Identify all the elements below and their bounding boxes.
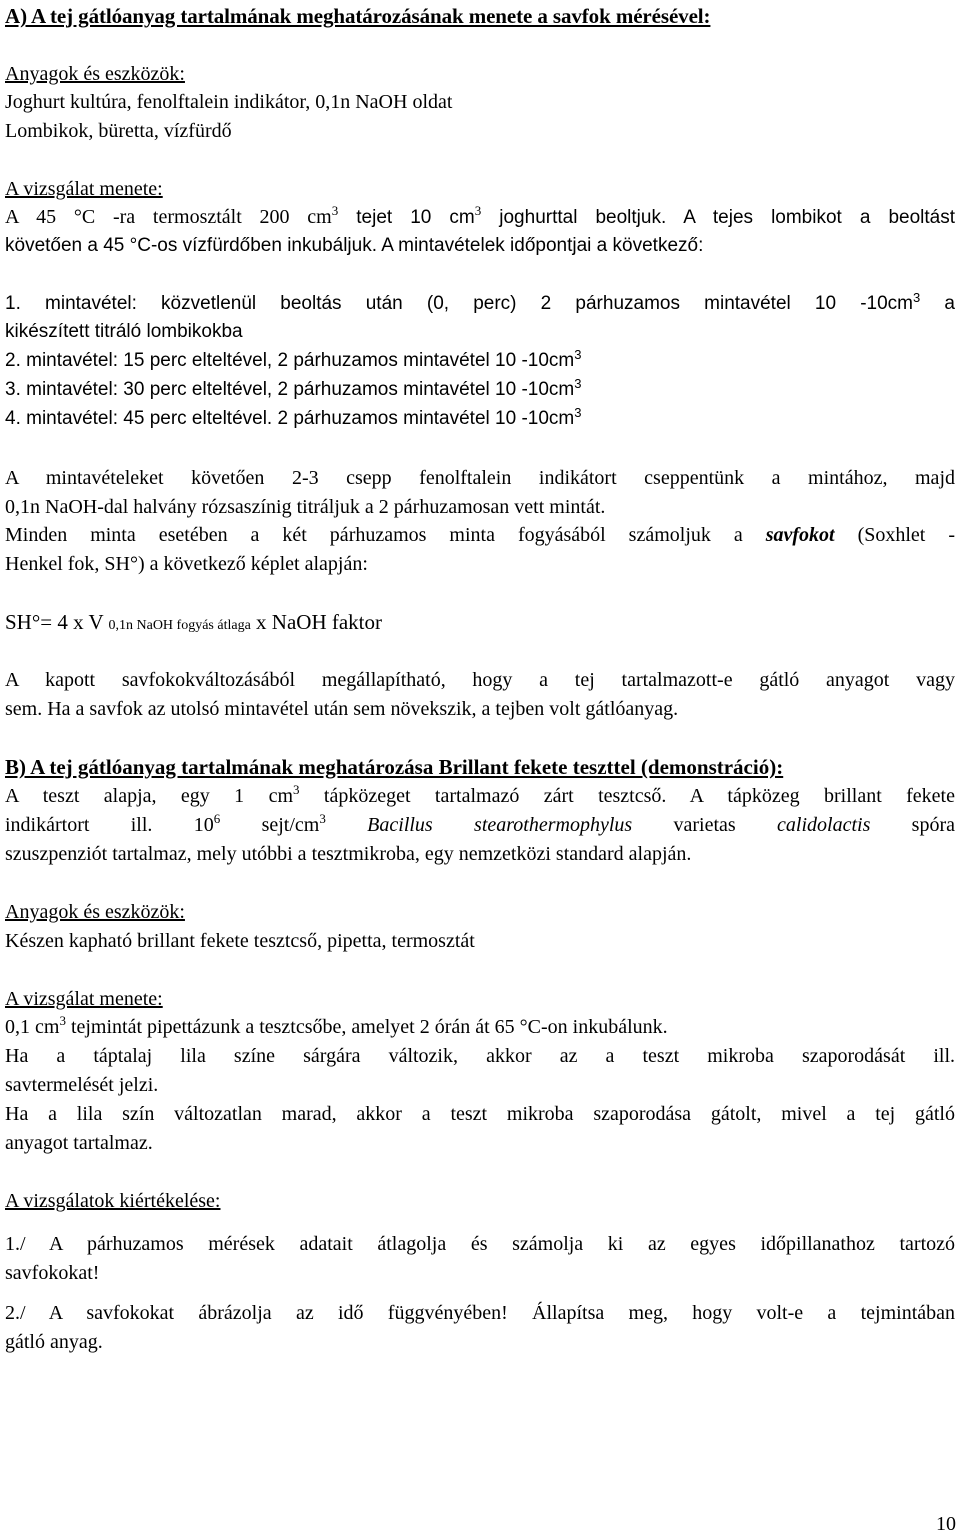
materials-b-line-1: Készen kapható brillant fekete tesztcső, pipetta, termosztát bbox=[5, 930, 475, 952]
procedure-b-line-4: Ha a lila szín változatlan marad, akkor a teszt mikroba szaporodása gátolt, mivel a tej gátló bbox=[5, 1103, 955, 1125]
evaluation-q1-line-2: savfokokat! bbox=[5, 1262, 100, 1284]
procedure-title-b: A vizsgálat menete: bbox=[5, 988, 163, 1010]
evaluation-q2-line-2: gátló anyag. bbox=[5, 1331, 103, 1353]
sampling-3: 3. mintavétel: 30 perc elteltével, 2 párhuzamos mintavétel 10 $-10cm^3$ bbox=[5, 376, 582, 400]
section-b-line-3: szuszpenziót tartalmaz, mely utóbbi a tesztmikroba, egy nemzetközi standard alapján. bbox=[5, 843, 692, 865]
materials-line-1: Joghurt kultúra, fenolftalein indikátor, 0,1n NaOH oldat bbox=[5, 91, 453, 113]
paragraph-2-line-1: Minden minta esetében a két párhuzamos minta fogyásából számoljuk a savfokot (Soxhlet - bbox=[5, 524, 955, 546]
sampling-4: 4. mintavétel: 45 perc elteltével. 2 párhuzamos mintavétel 10 $-10cm^3$ bbox=[5, 405, 582, 429]
page-number: 10 bbox=[936, 1513, 956, 1535]
materials-title-a: Anyagok és eszközök: bbox=[5, 63, 185, 85]
section-b-line-2: indikártort ill. $10^6$ sejt/$cm^3$ Bacillus stearothermophylus varietas calidolactis spóra bbox=[5, 811, 956, 836]
paragraph-3-line-1: A kapott savfokokváltozásából megállapítható, hogy a tej tartalmazott-e gátló anyagot vagy bbox=[5, 669, 955, 691]
paragraph-1-line-1: A mintavételeket követően 2-3 csepp fenolftalein indikátort cseppentünk a mintához, majd bbox=[5, 467, 955, 489]
formula: SH°= 4 x V 0,1n NaOH fogyás átlaga x NaOH faktor bbox=[5, 610, 383, 634]
materials-line-2: Lombikok, büretta, vízfürdő bbox=[5, 120, 232, 142]
evaluation-title: A vizsgálatok kiértékelése: bbox=[5, 1190, 221, 1212]
materials-title-b: Anyagok és eszközök: bbox=[5, 901, 185, 923]
paragraph-1-line-2: 0,1n NaOH-dal halvány rózsaszínig titráljuk a 2 párhuzamosan vett mintát. bbox=[5, 496, 606, 518]
sampling-2: 2. mintavétel: 15 perc elteltével, 2 párhuzamos mintavétel 10 $-10cm^3$ bbox=[5, 347, 582, 371]
sampling-1-line-2: kikészített titráló lombikokba bbox=[5, 321, 243, 342]
procedure-title-a: A vizsgálat menete: bbox=[5, 178, 163, 200]
section-a-heading: A) A tej gátlóanyag tartalmának meghatározásának menete a savfok mérésével: bbox=[5, 4, 711, 28]
procedure-b-line-3: savtermelését jelzi. bbox=[5, 1074, 159, 1096]
procedure-b-line-2: Ha a táptalaj lila színe sárgára változik, akkor az a teszt mikroba szaporodását ill. bbox=[5, 1045, 955, 1067]
section-b-line-1: A teszt alapja, egy 1 $cm^3$ tápközeget tartalmazó zárt tesztcső. A tápközeg brillant fekete bbox=[5, 782, 955, 807]
sampling-1-line-1: 1. mintavétel: közvetlenül beoltás után (0, perc) 2 párhuzamos mintavétel 10 $-10cm^3$ a bbox=[5, 290, 955, 314]
paragraph-2-line-2: Henkel fok, SH°) a következő képlet alapján: bbox=[5, 553, 368, 575]
procedure-line-2: követően a 45 °C-os vízfürdőben inkubáljuk. A mintavételek időpontjai a következő: bbox=[5, 235, 704, 256]
paragraph-3-line-2: sem. Ha a savfok az utolsó mintavétel után sem növekszik, a tejben volt gátlóanyag. bbox=[5, 698, 679, 720]
procedure-b-line-1: 0,1 $cm^3$ tejmintát pipettázunk a tesztcsőbe, amelyet 2 órán át 65 °C-on inkubálunk. bbox=[5, 1013, 668, 1038]
section-b-heading: B) A tej gátlóanyag tartalmának meghatározása Brillant fekete teszttel (demonstráció): bbox=[5, 755, 784, 779]
procedure-b-line-5: anyagot tartalmaz. bbox=[5, 1132, 153, 1154]
evaluation-q2-line-1: 2./ A savfokokat ábrázolja az idő függvényében! Állapítsa meg, hogy volt-e a tejmintában bbox=[5, 1302, 955, 1324]
procedure-line-1: A 45 °C -ra termosztált 200 $cm^3$ tejet 10 $cm^3$ joghurttal beoltjuk. A tejes lombikot a beoltást bbox=[5, 203, 956, 228]
evaluation-q1-line-1: 1./ A párhuzamos mérések adatait átlagolja és számolja ki az egyes időpillanathoz tartozó bbox=[5, 1233, 955, 1255]
